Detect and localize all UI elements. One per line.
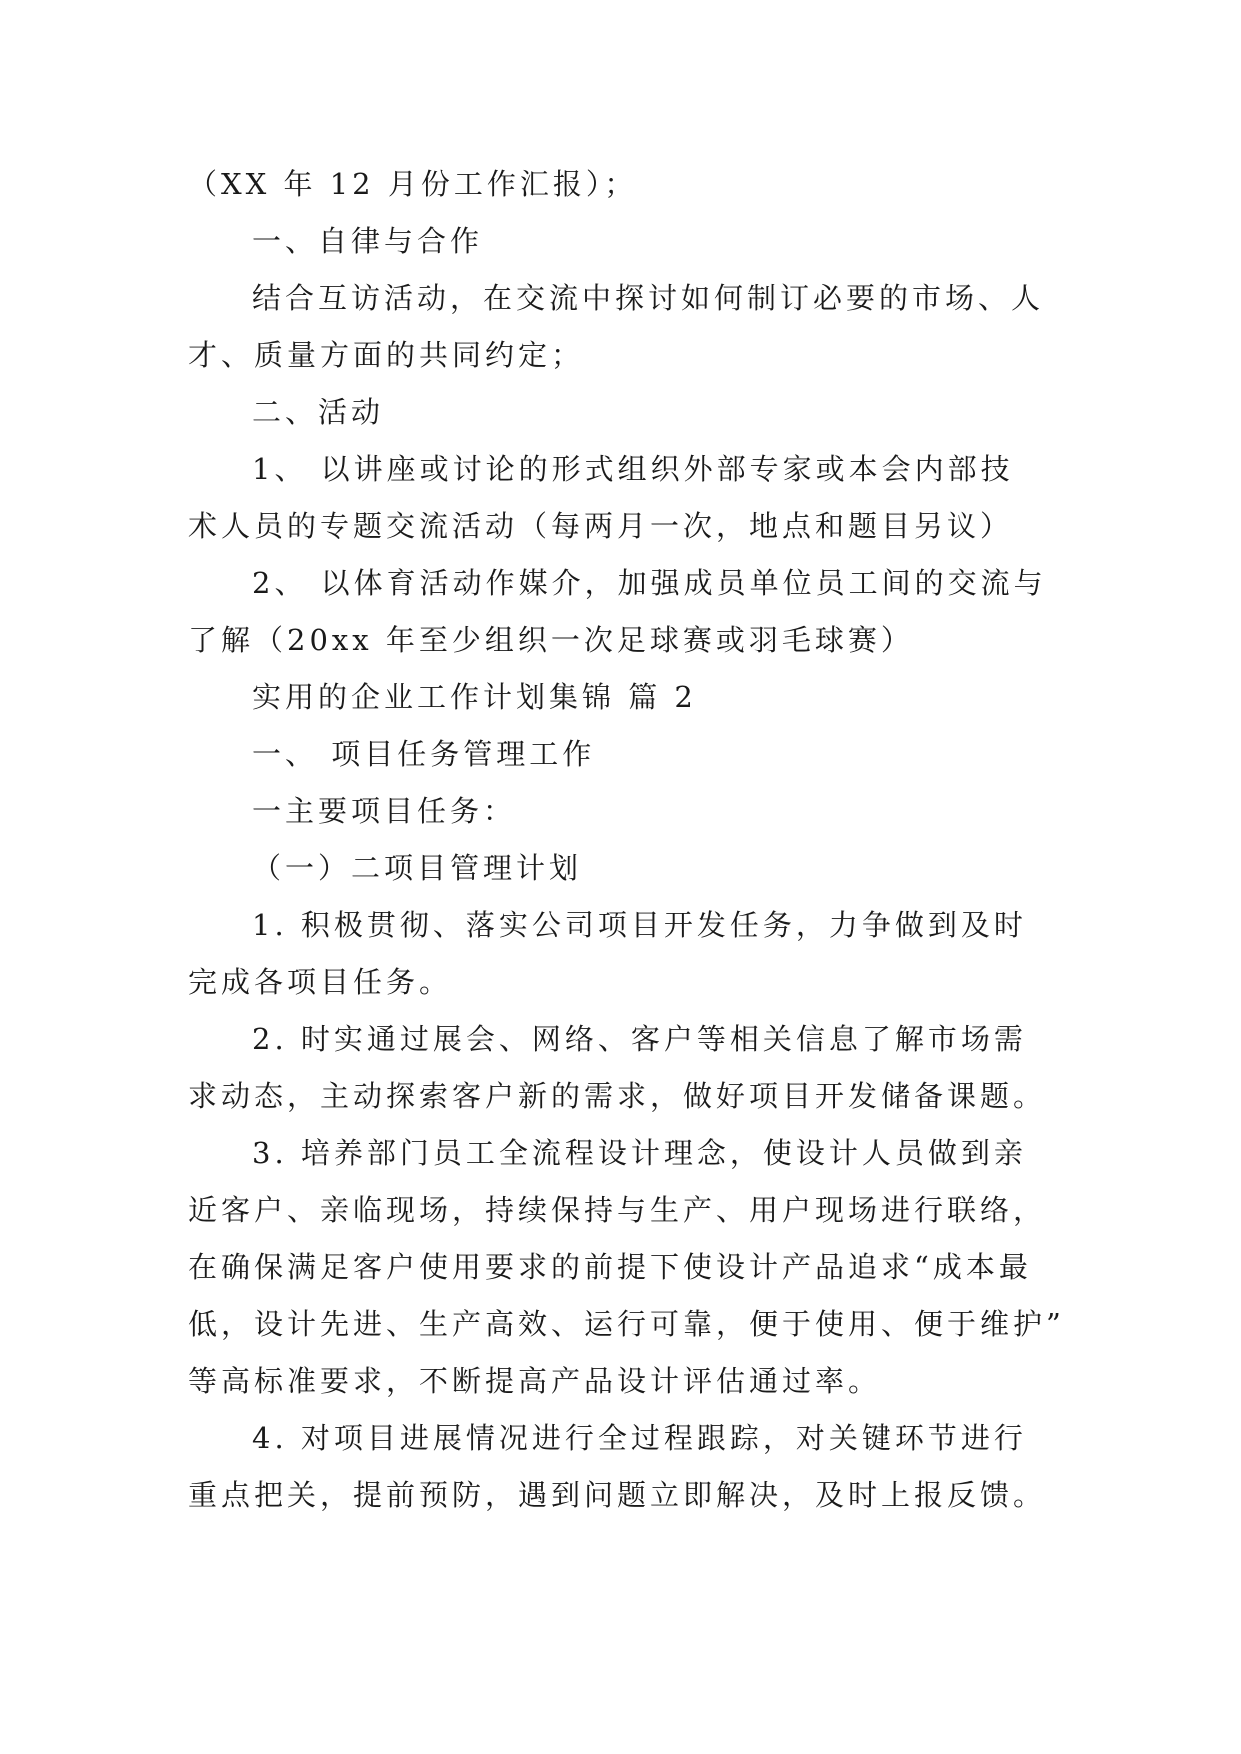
list-item: 2. 时实通过展会、网络、客户等相关信息了解市场需 (252, 1022, 1027, 1056)
section-heading: 一、自律与合作 (252, 224, 484, 258)
text-line: 术人员的专题交流活动（每两月一次，地点和题目另议） (188, 509, 1014, 543)
section-heading: 一、 项目任务管理工作 (252, 737, 596, 771)
text-line: （XX 年 12 月份工作汇报）； (188, 167, 638, 201)
sub-heading: 一主要项目任务： (252, 794, 517, 828)
text-line: 在确保满足客户使用要求的前提下使设计产品追求“成本最 (188, 1250, 1032, 1284)
text-line: 低，设计先进、生产高效、运行可靠，便于使用、便于维护” (188, 1307, 1065, 1341)
text-line: 了解（20xx 年至少组织一次足球赛或羽毛球赛） (188, 623, 914, 657)
text-line: 完成各项目任务。 (188, 965, 453, 999)
text-line: 才、质量方面的共同约定； (188, 338, 585, 372)
list-item: 4. 对项目进展情况进行全过程跟踪，对关键环节进行 (252, 1421, 1027, 1455)
list-item: 2、 以体育活动作媒介，加强成员单位员工间的交流与 (252, 566, 1047, 600)
text-line: 求动态，主动探索客户新的需求，做好项目开发储备课题。 (188, 1079, 1047, 1113)
list-item: 1. 积极贯彻、落实公司项目开发任务，力争做到及时 (252, 908, 1027, 942)
section-heading: 二、活动 (252, 395, 385, 429)
sub-heading: （一）二项目管理计划 (252, 851, 583, 885)
list-item: 3. 培养部门员工全流程设计理念，使设计人员做到亲 (252, 1136, 1027, 1170)
text-line: 重点把关，提前预防，遇到问题立即解决，及时上报反馈。 (188, 1478, 1047, 1512)
text-line: 等高标准要求，不断提高产品设计评估通过率。 (188, 1364, 882, 1398)
article-title: 实用的企业工作计划集锦 篇 2 (252, 680, 697, 714)
text-line: 近客户、亲临现场，持续保持与生产、用户现场进行联络， (188, 1193, 1047, 1227)
list-item: 1、 以讲座或讨论的形式组织外部专家或本会内部技 (252, 452, 1014, 486)
text-line: 结合互访活动，在交流中探讨如何制订必要的市场、人 (252, 281, 1045, 315)
